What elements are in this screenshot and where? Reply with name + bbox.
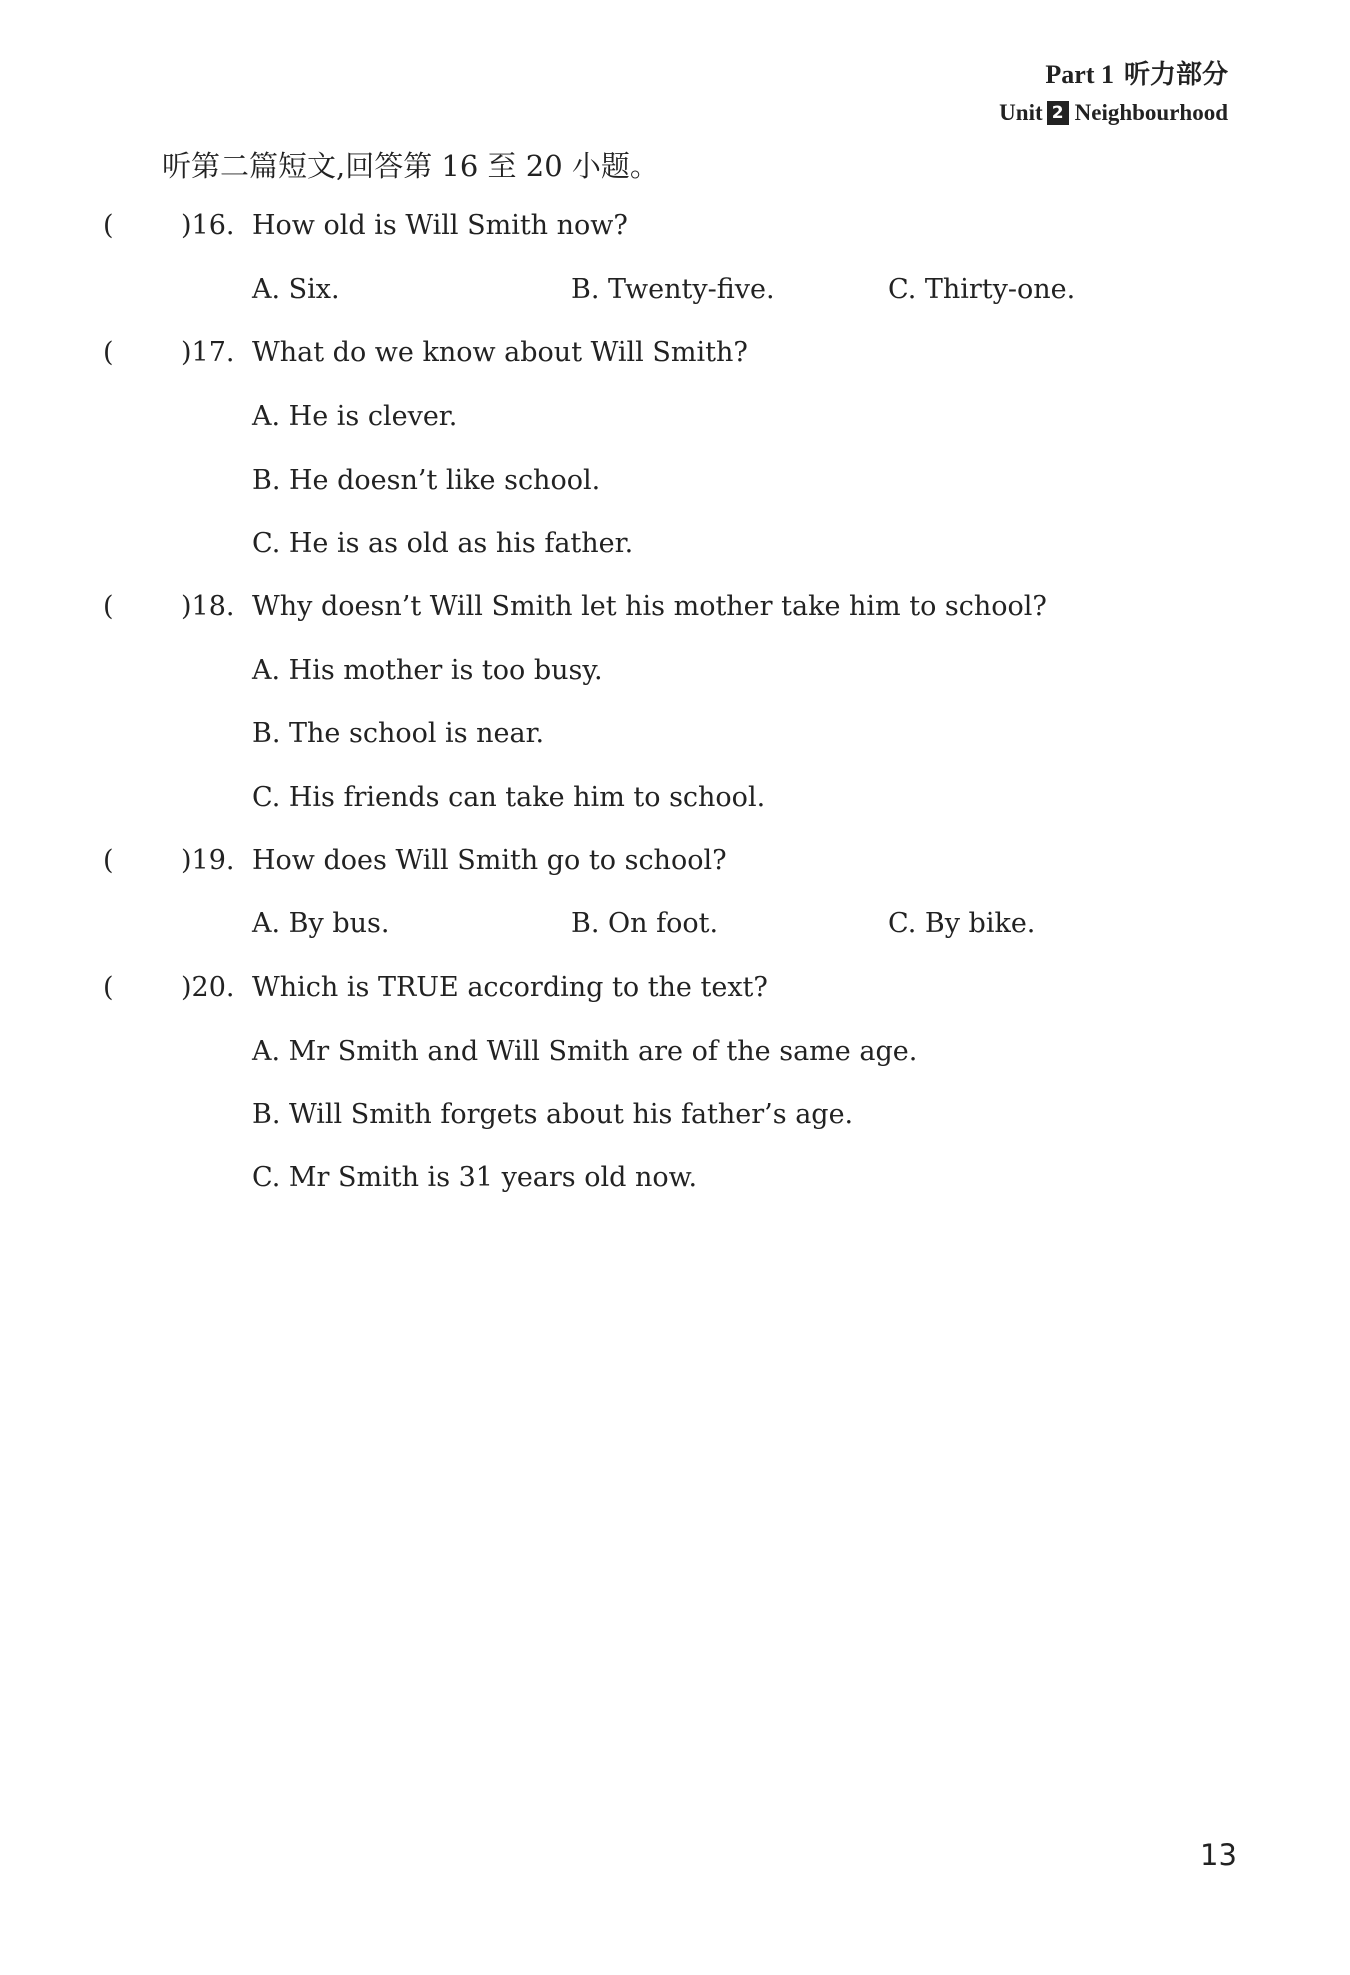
question-number: )16. — [181, 210, 235, 241]
question-17 — [0, 337, 1350, 377]
unit-number-badge: 2 — [1047, 101, 1069, 125]
question-text: What do we know about Will Smith? — [252, 337, 748, 368]
unit-title: Neighbourhood — [1074, 100, 1228, 125]
question-text: How does Will Smith go to school? — [252, 845, 727, 876]
question-number: )19. — [181, 845, 235, 876]
option-b: B. The school is near. — [252, 718, 545, 749]
question-number: )17. — [181, 337, 235, 368]
question-16 — [0, 210, 1350, 250]
answer-blank-open: ( — [103, 845, 114, 876]
question-number: )18. — [181, 591, 235, 622]
option-b: B. Will Smith forgets about his father’s age. — [252, 1099, 854, 1130]
unit-label: Unit — [999, 100, 1043, 125]
page-number: 13 — [1200, 1838, 1237, 1872]
option-c: C. Mr Smith is 31 years old now. — [252, 1162, 698, 1193]
question-number: )20. — [181, 972, 235, 1003]
option-c: C. Thirty-one. — [888, 274, 1076, 305]
option-a: A. By bus. — [252, 908, 390, 939]
section-instruction: 听第二篇短文,回答第 16 至 20 小题。 — [162, 149, 659, 183]
answer-blank-open: ( — [103, 591, 114, 622]
option-a: A. He is clever. — [252, 401, 458, 432]
option-a: A. Mr Smith and Will Smith are of the same age. — [252, 1036, 918, 1067]
answer-blank-open: ( — [103, 972, 114, 1003]
option-b: B. Twenty-five. — [571, 274, 775, 305]
question-text: Which is TRUE according to the text? — [252, 972, 768, 1003]
option-c: C. By bike. — [888, 908, 1036, 939]
part-label: Part 1 — [1045, 60, 1114, 89]
answer-blank-open: ( — [103, 337, 114, 368]
option-a: A. Six. — [252, 274, 340, 305]
question-18 — [0, 591, 1350, 631]
part-chinese-title: 听力部分 — [1123, 60, 1228, 90]
option-b: B. He doesn’t like school. — [252, 465, 601, 496]
option-a: A. His mother is too busy. — [252, 655, 603, 686]
answer-blank-open: ( — [103, 210, 114, 241]
part-heading — [999, 58, 1228, 92]
question-text: How old is Will Smith now? — [252, 210, 628, 241]
page-header — [999, 58, 1228, 130]
question-text: Why doesn’t Will Smith let his mother take him to school? — [252, 591, 1047, 622]
question-19 — [0, 845, 1350, 885]
option-c: C. He is as old as his father. — [252, 528, 634, 559]
option-c: C. His friends can take him to school. — [252, 782, 766, 813]
option-b: B. On foot. — [571, 908, 719, 939]
question-20 — [0, 972, 1350, 1012]
unit-heading — [999, 96, 1228, 130]
